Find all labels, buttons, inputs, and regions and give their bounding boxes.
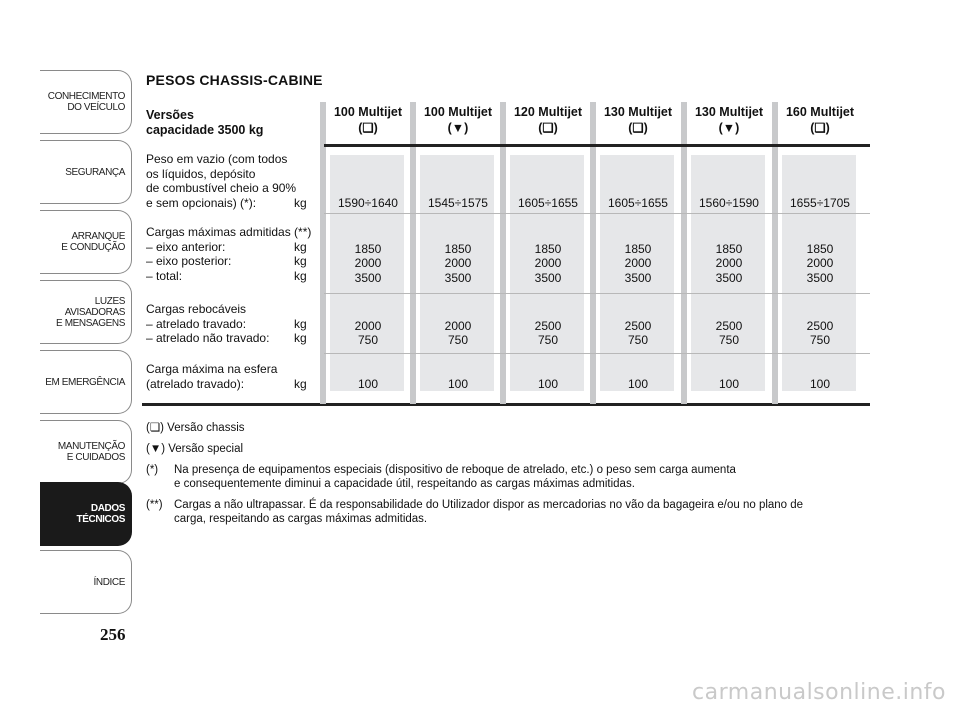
row-unit: kg xyxy=(294,376,307,391)
page-number: 256 xyxy=(100,625,126,644)
column-header xyxy=(324,104,412,136)
column-header xyxy=(776,104,864,136)
table-cell: 1605÷1655 xyxy=(608,195,668,210)
column-model: 120 Multijet xyxy=(513,105,583,119)
footnote xyxy=(146,421,876,435)
footnote-text: Versão chassis xyxy=(163,422,245,434)
row-label-line: Cargas rebocáveis xyxy=(146,302,247,316)
table-cell: 1850 xyxy=(806,241,834,256)
row-label-line: – total: xyxy=(146,268,183,283)
footnote-marker: (*) xyxy=(146,464,159,476)
column-header xyxy=(414,104,502,136)
row-label-ball-load xyxy=(146,362,316,391)
table-cell: 2500 xyxy=(806,318,834,333)
row-unit: kg xyxy=(294,268,307,283)
sidebar-tab-6[interactable]: DADOS TÉCNICOS xyxy=(40,482,132,546)
table-cell: 2000 xyxy=(354,256,382,270)
column-version-symbol: (❏) xyxy=(628,121,648,135)
table-cell: 3500 xyxy=(354,270,382,285)
footnote-text: Cargas a não ultrapassar. É da responsabilidade do Utilizador dispor as mercadorias no vão da bagageira e/ou no plano de carga, respeitando as cargas máximas admitidas. xyxy=(174,499,804,525)
row-divider xyxy=(324,353,870,354)
table-cell: 2000 xyxy=(354,318,382,333)
column-version-symbol: (▼) xyxy=(718,121,740,135)
footnote-marker: (▼) xyxy=(146,443,166,455)
table-cell: 3500 xyxy=(534,270,562,285)
column-version-symbol: (▼) xyxy=(447,121,469,135)
table-cell: 750 xyxy=(809,333,831,347)
table-cell: 1850 xyxy=(715,241,743,256)
footnote-marker: (**) xyxy=(146,499,163,511)
sidebar-tab-7[interactable]: ÍNDICE xyxy=(40,550,132,614)
row-label-line: Carga máxima na esfera xyxy=(146,362,278,376)
page-title: PESOS CHASSIS-CABINE xyxy=(146,72,323,88)
table-cell: 750 xyxy=(718,333,740,347)
footnote-text: Na presença de equipamentos especiais (dispositivo de reboque de atrelado, etc.) o peso sem carga aumenta e consequentemente diminui a capacidade útil, respeitando as cargas máximas admitidas. xyxy=(174,464,736,490)
table-cell: 3500 xyxy=(715,270,743,285)
weights-table xyxy=(142,100,870,412)
table-cell: 2000 xyxy=(534,256,562,270)
row-label-empty-weight xyxy=(146,152,316,210)
column-model: 130 Multijet xyxy=(694,105,764,119)
row-label-line: de combustível cheio a 90% xyxy=(146,181,297,195)
sidebar-tab-0[interactable]: CONHECIMENTO DO VEÍCULO xyxy=(40,70,132,134)
table-cell: 3500 xyxy=(624,270,652,285)
table-cell: 1545÷1575 xyxy=(428,195,488,210)
table-cell: 1590÷1640 xyxy=(338,195,398,210)
chapter-sidebar xyxy=(40,70,134,618)
footnotes xyxy=(146,421,876,533)
footnote-text: Versão special xyxy=(165,443,244,455)
row-label-line: – atrelado não travado: xyxy=(146,331,270,345)
sidebar-tab-4[interactable]: EM EMERGÊNCIA xyxy=(40,350,132,414)
row-label-line: os líquidos, depósito xyxy=(146,166,256,181)
table-cell: 1655÷1705 xyxy=(790,195,850,210)
row-label-line: – eixo anterior: xyxy=(146,239,226,254)
column-header xyxy=(685,104,773,136)
column-model: 100 Multijet xyxy=(423,105,493,119)
table-cell: 2500 xyxy=(715,318,743,333)
row-unit: kg xyxy=(294,331,307,345)
row-unit: kg xyxy=(294,239,307,254)
table-cell: 1560÷1590 xyxy=(699,195,759,210)
table-cell: 100 xyxy=(809,376,831,391)
table-cell: 750 xyxy=(357,333,379,347)
table-cell: 100 xyxy=(718,376,740,391)
row-unit: kg xyxy=(294,195,307,210)
corner-line-1: Versões xyxy=(146,108,194,122)
column-model: 160 Multijet xyxy=(785,105,855,119)
sidebar-tab-2[interactable]: ARRANQUE E CONDUÇÃO xyxy=(40,210,132,274)
table-cell: 100 xyxy=(537,376,559,391)
table-cell: 750 xyxy=(537,333,559,347)
column-version-symbol: (❏) xyxy=(358,121,378,135)
column-header xyxy=(504,104,592,136)
table-cell: 100 xyxy=(627,376,649,391)
row-label-line: – atrelado travado: xyxy=(146,316,247,331)
table-cell: 2000 xyxy=(624,256,652,270)
table-bottom-rule xyxy=(142,403,870,406)
table-cell: 1850 xyxy=(444,241,472,256)
watermark: carmanualsonline.info xyxy=(692,680,946,705)
table-cell: 2000 xyxy=(715,256,743,270)
column-header xyxy=(594,104,682,136)
table-cell: 1850 xyxy=(354,241,382,256)
table-cell: 2500 xyxy=(624,318,652,333)
row-divider xyxy=(324,213,870,214)
footnote xyxy=(146,463,876,491)
sidebar-tab-1[interactable]: SEGURANÇA xyxy=(40,140,132,204)
sidebar-tab-5[interactable]: MANUTENÇÃO E CUIDADOS xyxy=(40,420,132,484)
column-version-symbol: (❏) xyxy=(810,121,830,135)
row-label-max-loads xyxy=(146,225,316,283)
footnote xyxy=(146,498,876,526)
table-cell: 1850 xyxy=(534,241,562,256)
table-cell: 1605÷1655 xyxy=(518,195,578,210)
row-label-line: Cargas máximas admitidas (**) xyxy=(146,225,312,239)
row-label-line: Peso em vazio (com todos xyxy=(146,152,288,166)
table-cell: 2000 xyxy=(806,256,834,270)
row-unit: kg xyxy=(294,316,307,331)
header-rule xyxy=(324,144,870,147)
table-cell: 100 xyxy=(357,376,379,391)
table-cell: 100 xyxy=(447,376,469,391)
table-corner-header xyxy=(146,108,263,138)
table-cell: 3500 xyxy=(444,270,472,285)
row-label-towable xyxy=(146,302,316,346)
table-cell: 2000 xyxy=(444,318,472,333)
row-label-line: – eixo posterior: xyxy=(146,254,232,268)
row-divider xyxy=(324,293,870,294)
row-label-line: (atrelado travado): xyxy=(146,376,245,391)
table-cell: 3500 xyxy=(806,270,834,285)
column-model: 130 Multijet xyxy=(603,105,673,119)
row-label-line: e sem opcionais) (*): xyxy=(146,195,257,210)
footnote-marker: (❏) xyxy=(146,422,164,434)
table-cell: 1850 xyxy=(624,241,652,256)
footnote xyxy=(146,442,876,456)
table-cell: 2500 xyxy=(534,318,562,333)
row-unit: kg xyxy=(294,254,307,268)
table-cell: 750 xyxy=(447,333,469,347)
table-cell: 2000 xyxy=(444,256,472,270)
corner-line-2: capacidade 3500 kg xyxy=(146,123,264,137)
column-version-symbol: (❏) xyxy=(538,121,558,135)
table-cell: 750 xyxy=(627,333,649,347)
sidebar-tab-3[interactable]: LUZES AVISADORAS E MENSAGENS xyxy=(40,280,132,344)
column-model: 100 Multijet xyxy=(333,105,403,119)
